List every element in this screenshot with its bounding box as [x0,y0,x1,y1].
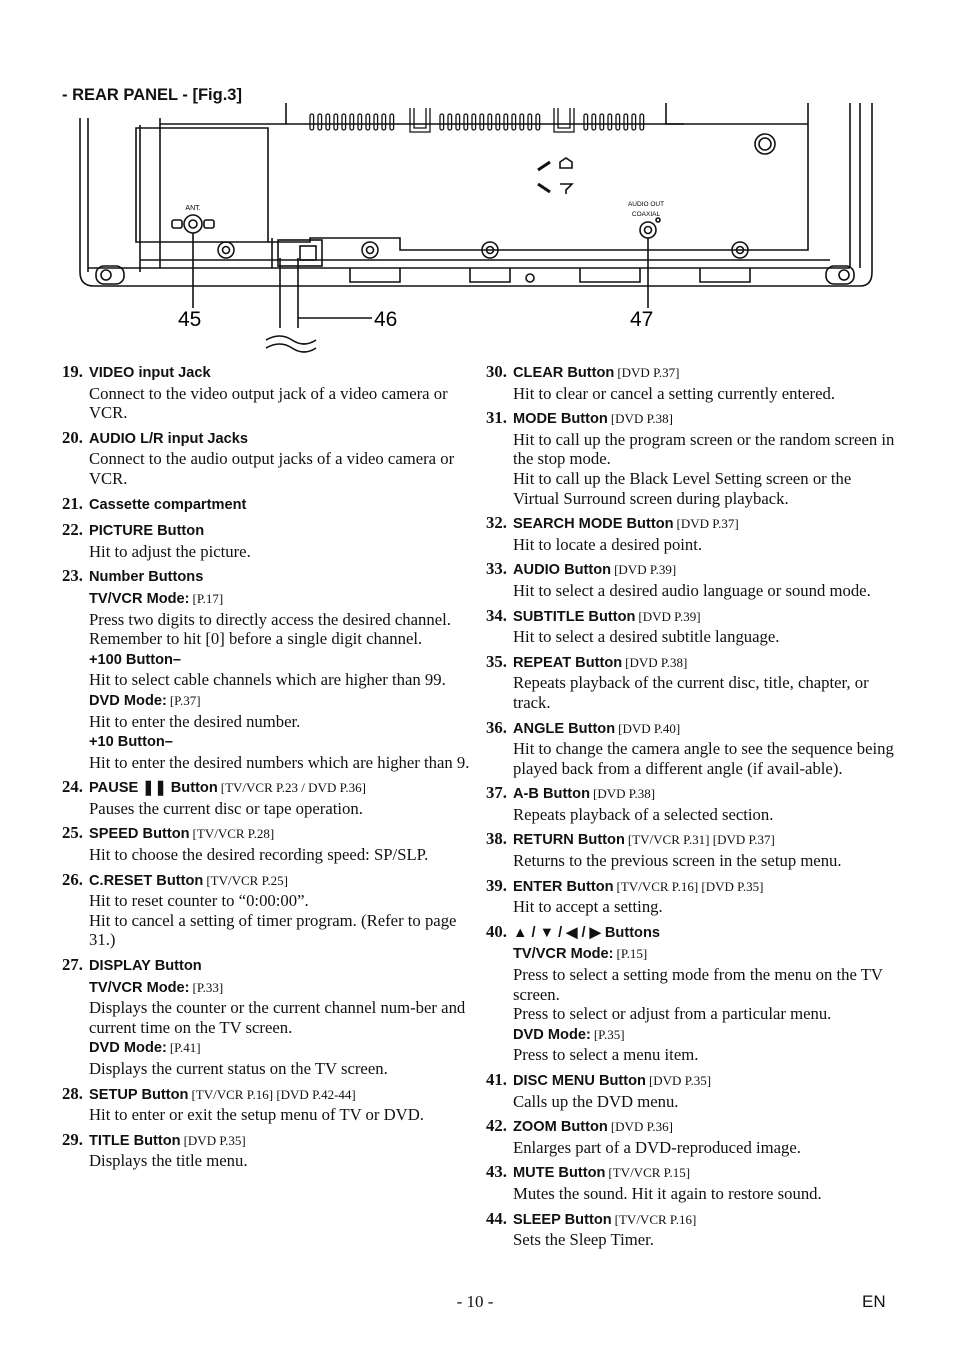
item-name: TITLE Button [89,1132,181,1149]
item-heading [62,362,470,384]
page-reference: [DVD P.37] [617,365,680,380]
page-reference: [DVD P.39] [638,608,701,624]
item-heading [486,1116,896,1138]
item-number: 32. [486,513,507,533]
list-item [486,1070,896,1111]
page-reference: [DVD P.35] [648,1073,712,1088]
mode-label: DVD Mode: [89,692,167,709]
item-number: 39. [486,875,507,895]
item-description: Pauses the current disc or tape operation. [89,798,363,818]
mode-subheading [486,1024,896,1046]
page-reference: [DVD P.38] [593,786,656,802]
item-description: Hit to change the camera angle to see the sequence being played back from a different angle (if avail-able). [513,739,894,778]
list-item [62,1130,470,1171]
item-heading [62,870,470,892]
list-item [486,606,896,647]
list-item [486,1162,896,1203]
item-name: C.RESET Button [89,872,204,889]
callout-47: 47 [630,308,654,331]
mode-label: +10 Button– [89,734,173,751]
item-heading [62,955,470,977]
mode-subheading [62,588,470,610]
page-reference: [TV/VCR P.25] [206,872,288,888]
item-name: RETURN Button [513,832,625,849]
item-description: Displays the current status on the TV screen. [89,1059,388,1078]
item-description: Returns to the previous screen in the setup menu. [513,851,842,871]
item-name: SEARCH MODE Button [513,516,674,533]
list-item [62,494,470,516]
item-heading [486,559,896,581]
item-name: PICTURE Button [89,523,205,540]
item-description: Calls up the DVD menu. [513,1091,679,1111]
mode-label: DVD Mode: [513,1026,591,1043]
rear-panel-figure [60,100,890,355]
mode-subheading [62,690,470,712]
page-reference: [DVD P.36] [610,1119,673,1135]
item-heading [62,520,470,542]
item-name: VIDEO input Jack [89,365,211,381]
item-number: 25. [62,823,83,843]
item-name: AUDIO L/R input Jacks [89,430,248,447]
item-heading [486,1070,896,1092]
item-number: 38. [486,829,507,849]
item-heading [62,566,470,588]
item-name: ZOOM Button [513,1119,608,1136]
item-description: Repeats playback of the current disc, title, chapter, or track. [513,673,869,712]
item-description: Hit to enter the desired numbers which are higher than 9. [89,752,470,772]
item-name: PAUSE ❚❚ Button [89,780,218,797]
item-heading [486,652,896,674]
item-number: 31. [486,408,507,428]
item-description: Press two digits to directly access the desired channel. [89,609,451,629]
item-heading [62,428,470,450]
item-number: 20. [62,427,83,447]
item-description: Displays the title menu. [89,1151,248,1171]
item-number: 22. [62,520,83,540]
list-item [486,876,896,917]
item-number: 19. [62,362,83,381]
item-name: CLEAR Button [513,365,615,381]
item-number: 44. [486,1208,507,1228]
item-heading [486,922,896,944]
section-title: - REAR PANEL - [Fig.3] [62,86,242,104]
item-name: ▲ / ▼ / ◀ / ▶ Buttons [513,924,660,941]
list-item [486,829,896,870]
list-item [62,1084,470,1125]
page-reference: [P.33] [192,979,224,995]
item-description: Hit to call up the Black Level Setting screen or the Virtual Surround screen during playback. [513,468,852,508]
item-heading [486,513,896,535]
item-number: 33. [486,559,507,579]
list-item [486,362,896,403]
item-description: Connect to the audio output jacks of a video camera or VCR. [89,449,455,488]
item-name: SETUP Button [89,1086,189,1103]
item-description: Hit to adjust the picture. [89,541,251,561]
list-item [62,566,470,772]
item-heading [486,783,896,805]
callout-46: 46 [374,308,398,331]
item-number: 26. [62,869,83,889]
page-reference: [TV/VCR P.15] [608,1165,691,1181]
item-number: 28. [62,1083,83,1103]
page-reference: [TV/VCR P.31] [DVD P.37] [627,832,775,848]
item-name: A-B Button [513,786,590,803]
item-description: Enlarges part of a DVD-reproduced image. [513,1137,801,1157]
item-number: 40. [486,921,507,941]
mode-subheading [62,649,470,671]
item-heading [62,777,470,799]
item-description: Repeats playback of a selected section. [513,804,774,824]
item-number: 42. [486,1116,507,1136]
item-name: ANGLE Button [513,720,616,737]
item-heading [486,1209,896,1231]
page-reference: [DVD P.37] [676,516,739,532]
list-item [62,823,470,864]
item-heading [486,876,896,898]
item-name: Cassette compartment [89,496,247,513]
item-number: 24. [62,777,83,797]
item-heading [486,829,896,851]
list-item [62,428,470,489]
page-reference: [TV/VCR P.16] [DVD P.42-44] [191,1086,356,1102]
item-number: 30. [486,362,507,381]
item-description: Hit to locate a desired point. [513,534,703,554]
item-description: Hit to accept a setting. [513,897,663,917]
item-description: Hit to choose the desired recording speed: SP/SLP. [89,845,429,865]
item-description: Press to select a menu item. [513,1045,699,1065]
item-name: REPEAT Button [513,654,623,671]
list-item [62,870,470,950]
item-heading [486,1162,896,1184]
coaxial-label: COAXIAL [631,211,661,218]
item-description: Remember to hit [0] before a single digit channel. [89,629,423,649]
item-description: Hit to select a desired audio language or sound mode. [513,580,871,600]
language-label: EN [862,1292,886,1311]
item-description: Displays the counter or the current channel num-ber and current time on the TV screen. [89,998,466,1037]
page-reference: [DVD P.38] [610,411,673,427]
page-reference: [P.17] [192,590,224,606]
item-number: 23. [62,566,83,586]
right-column [486,362,896,1255]
callout-45: 45 [178,308,202,331]
list-item [486,559,896,600]
mode-label: DVD Mode: [89,1040,167,1057]
item-description: Connect to the video output jack of a video camera or VCR. [89,383,448,423]
item-description: Press to select or adjust from a particular menu. [513,1004,832,1024]
ant-label: ANT. [185,205,201,212]
mode-label: TV/VCR Mode: [513,946,614,963]
item-heading [62,1130,470,1152]
mode-label: TV/VCR Mode: [89,590,190,607]
item-description: Hit to select cable channels which are higher than 99. [89,670,446,690]
list-item [486,1209,896,1250]
mode-subheading [486,943,896,965]
item-number: 27. [62,955,83,975]
item-number: 34. [486,605,507,625]
list-item [486,652,896,713]
left-column [62,362,470,1176]
item-name: MUTE Button [513,1165,606,1182]
item-name: AUDIO Button [513,562,612,579]
list-item [486,408,896,508]
list-item [486,718,896,779]
item-heading [486,362,896,384]
mode-subheading [62,977,470,999]
item-heading [486,408,896,430]
item-description: Hit to cancel a setting of timer program. (Refer to page 31.) [89,910,457,950]
mode-subheading [62,1037,470,1059]
item-description: Mutes the sound. Hit it again to restore sound. [513,1183,822,1203]
audio-out-label: AUDIO OUT [627,201,665,208]
item-name: MODE Button [513,411,608,428]
page-reference: [DVD P.39] [614,562,677,578]
item-name: SLEEP Button [513,1211,612,1228]
item-heading [486,718,896,740]
item-description: Hit to enter the desired number. [89,711,301,731]
item-number: 21. [62,493,83,513]
item-description: Hit to reset counter to “0:00:00”. [89,891,309,911]
page-number: - 10 - [456,1292,494,1311]
item-number: 36. [486,717,507,737]
item-name: DISC MENU Button [513,1073,646,1089]
item-heading [62,494,470,516]
mode-subheading [62,731,470,753]
item-description: Hit to enter or exit the setup menu of TV or DVD. [89,1105,424,1125]
mode-label: +100 Button– [89,651,182,668]
page-reference: [TV/VCR P.16] [DVD P.35] [616,878,764,894]
list-item [62,362,470,423]
item-number: 29. [62,1129,83,1149]
list-item [486,1116,896,1157]
item-name: SUBTITLE Button [513,608,636,625]
item-name: Number Buttons [89,569,204,586]
page-reference: [P.35] [593,1026,625,1042]
item-description: Press to select a setting mode from the menu on the TV screen. [513,965,883,1004]
list-item [486,783,896,824]
item-heading [62,823,470,845]
item-heading [486,606,896,628]
page-reference: [TV/VCR P.28] [192,826,275,842]
page-reference: [P.37] [169,692,201,708]
item-heading [62,1084,470,1106]
item-number: 37. [486,783,507,803]
item-number: 41. [486,1070,507,1089]
item-description: Sets the Sleep Timer. [513,1230,654,1250]
item-name: ENTER Button [513,878,614,895]
page-reference: [TV/VCR P.23 / DVD P.36] [220,780,366,796]
list-item [62,777,470,818]
page-reference: [P.15] [616,946,648,962]
list-item [486,922,896,1065]
list-item [62,520,470,561]
item-description: Hit to call up the program screen or the random screen in the stop mode. [513,429,895,469]
item-name: SPEED Button [89,826,190,843]
item-description: Hit to select a desired subtitle language. [513,627,780,647]
page-reference: [TV/VCR P.16] [614,1211,697,1227]
page-reference: [DVD P.35] [183,1132,246,1148]
page-reference: [DVD P.40] [618,720,681,736]
item-number: 43. [486,1162,507,1182]
page-reference: [DVD P.38] [625,654,688,670]
page-reference: [P.41] [169,1040,201,1056]
list-item [486,513,896,554]
item-name: DISPLAY Button [89,958,202,975]
mode-label: TV/VCR Mode: [89,979,190,996]
item-number: 35. [486,651,507,671]
list-item [62,955,470,1079]
item-description: Hit to clear or cancel a setting currently entered. [513,383,836,403]
